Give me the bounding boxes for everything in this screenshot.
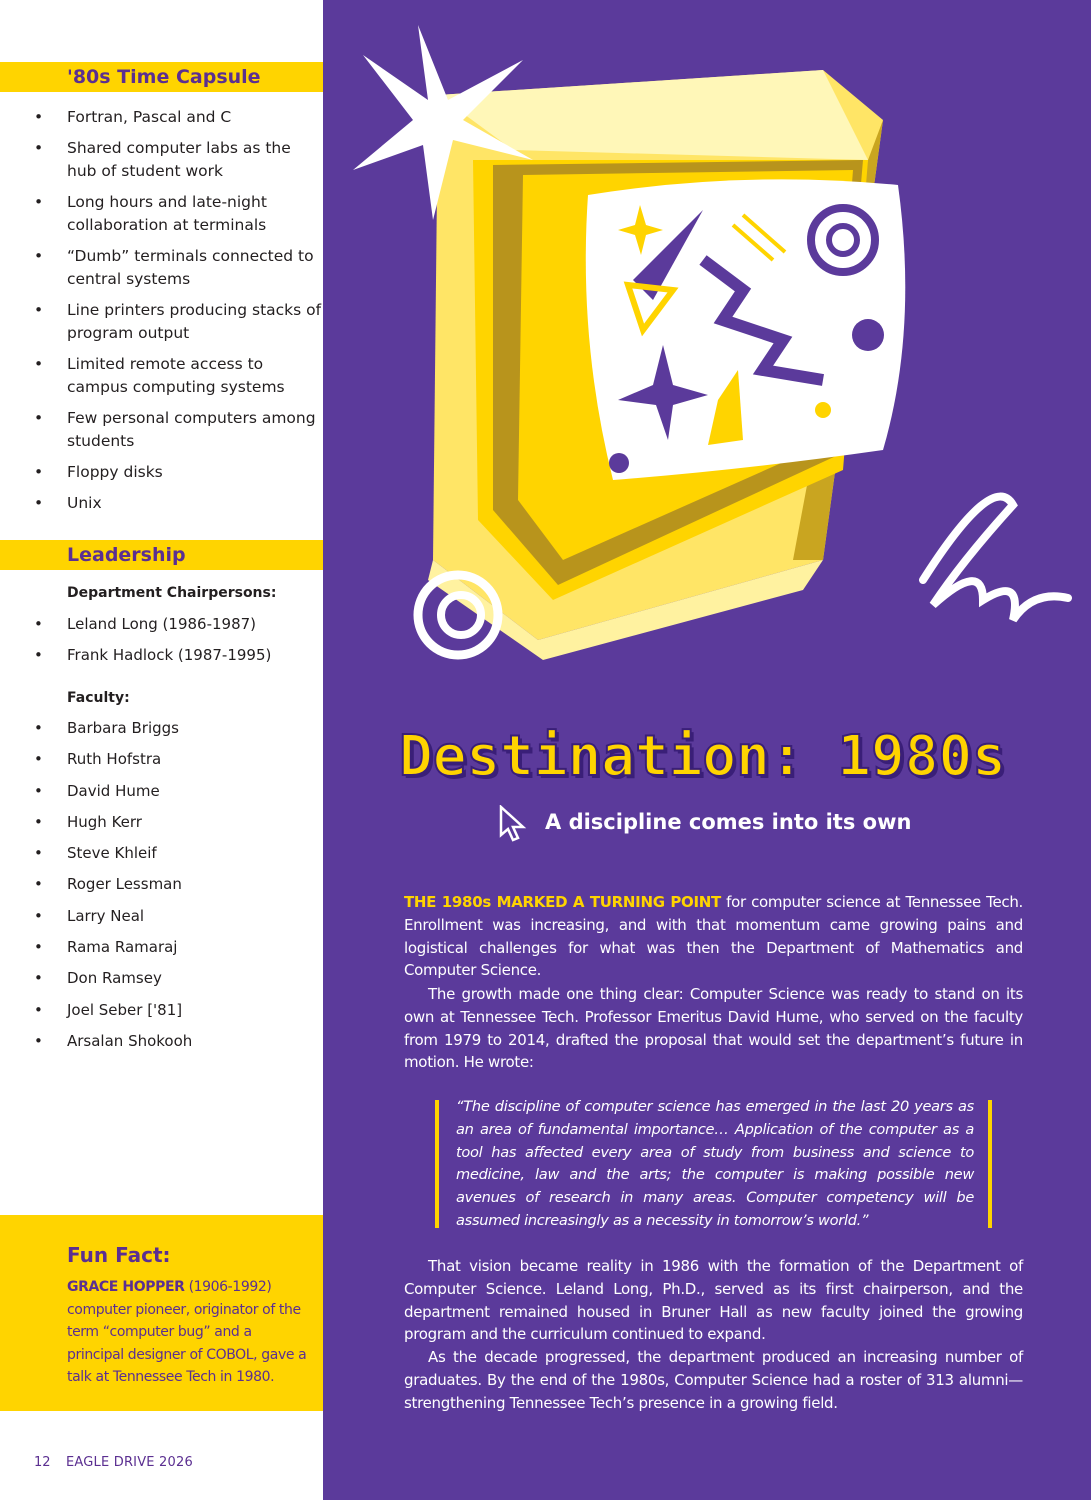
chairpersons-heading: Department Chairpersons: (67, 585, 277, 601)
scribble-icon (923, 497, 1068, 620)
list-item: • Hugh Kerr (34, 812, 142, 831)
fun-fact-text (67, 1276, 312, 1389)
list-item: • Long hours and late-night collaboration at terminals (34, 193, 267, 234)
sidebar (0, 0, 323, 1500)
list-item: • Roger Lessman (34, 875, 182, 894)
list-item: • Leland Long (1986-1987) (34, 615, 257, 633)
bullet-icon: • (34, 875, 43, 894)
bullet-icon: • (34, 906, 43, 925)
bullet-icon: • (34, 719, 43, 737)
page-footer (0, 1455, 323, 1475)
fun-fact-body: (1906-1992) computer pioneer, originator of the term “computer bug” and a principal designer of COBOL, gave a talk at Tennessee Tech in 1980. (67, 1279, 307, 1385)
leadership-title: Leadership (67, 544, 186, 566)
mouse-cursor-icon (498, 805, 528, 843)
list-item: • Don Ramsey (34, 969, 162, 988)
list-item: • Steve Khleif (34, 844, 157, 863)
bullet-icon: • (34, 750, 43, 769)
list-item: • David Hume (34, 781, 160, 800)
subtitle: A discipline comes into its own (545, 810, 912, 834)
main-panel (323, 0, 1091, 1500)
bullet-icon: • (34, 193, 44, 211)
quote-bar-right (988, 1100, 992, 1228)
bullet-icon: • (34, 355, 44, 373)
paragraph-4: As the decade progressed, the department produced an increasing number of graduates. By the end of the 1980s, Computer Science had a roster of 313 alumni—strengthening Tennessee Tech’s presence in a growing field. (404, 1348, 1023, 1412)
list-item: • “Dumb” terminals connected to central systems (34, 247, 314, 288)
bullet-icon: • (34, 1031, 43, 1050)
page-title: Destination: 1980s (399, 724, 1006, 789)
pull-quote: “The discipline of computer science has emerged in the last 20 years as an area of fundamental importance… Application of the computer as a tool has affected every area of study from business and science to medicine, law and the arts; the computer is making possible new avenues of research in many areas. Computer competency will be assumed increasingly as a necessity in tomorrow’s world.” (456, 1098, 974, 1229)
faculty-list (0, 718, 323, 1062)
bullet-icon: • (34, 301, 44, 319)
yellow-dot-shape (815, 402, 831, 418)
retro-computer-illustration (323, 0, 1091, 720)
list-item: • Unix (0, 492, 323, 515)
bullet-icon: • (34, 108, 44, 126)
magazine-name: EAGLE DRIVE 2026 (66, 1455, 193, 1470)
faculty-heading: Faculty: (67, 690, 130, 706)
list-item: • Line printers producing stacks of program output (34, 301, 322, 342)
list-item: • Floppy disks (0, 461, 323, 484)
bullet-icon: • (34, 409, 44, 427)
time-capsule-list (0, 106, 323, 523)
list-item: • Limited remote access to campus computing systems (34, 355, 285, 396)
bullet-icon: • (34, 494, 44, 512)
chairpersons-list (0, 614, 323, 677)
paragraph-3: That vision became reality in 1986 with the formation of the Department of Computer Science. Leland Long, Ph.D., served as its first chairperson, and the department remained housed in Bruner Hall as new faculty joined the growing program and the curriculum continued to expand. (404, 1257, 1023, 1344)
bullet-icon: • (34, 969, 43, 988)
list-item: • Joel Seber ['81] (34, 1000, 183, 1019)
bullet-icon: • (34, 1000, 43, 1019)
list-item: • Frank Hadlock (1987-1995) (34, 646, 272, 665)
bullet-icon: • (34, 646, 43, 665)
list-item: • Barbara Briggs (34, 719, 179, 737)
list-item: • Rama Ramaraj (34, 938, 178, 957)
purple-dot-shape (852, 319, 884, 351)
fun-fact-name: GRACE HOPPER (67, 1279, 185, 1295)
small-dot-shape (609, 453, 629, 473)
quote-bar-left (435, 1100, 439, 1228)
list-item: • Shared computer labs as the hub of student work (34, 139, 291, 180)
bullet-icon: • (34, 247, 44, 265)
list-item: • Fortran, Pascal and C (0, 106, 323, 129)
bullet-icon: • (34, 615, 43, 633)
bullet-icon: • (34, 844, 43, 863)
time-capsule-title: '80s Time Capsule (67, 66, 261, 88)
list-item: • Arsalan Shokooh (34, 1031, 193, 1050)
lead-in: THE 1980s MARKED A TURNING POINT (404, 893, 721, 911)
bullet-icon: • (34, 938, 43, 957)
bullet-icon: • (34, 781, 43, 800)
fun-fact-title: Fun Fact: (67, 1243, 171, 1267)
bullet-icon: • (34, 812, 43, 831)
bullet-icon: • (34, 139, 44, 157)
list-item: • Ruth Hofstra (34, 750, 162, 769)
page-number: 12 (34, 1455, 51, 1470)
paragraph-1: THE 1980s MARKED A TURNING POINT for computer science at Tennessee Tech. Enrollment was increasing, and with that momentum came growing pains and logistical challenges for what was then the Department of Mathematics and Computer Science. (404, 893, 1024, 980)
bullet-icon: • (34, 463, 44, 481)
list-item: • Few personal computers among students (34, 409, 316, 450)
list-item: • Larry Neal (34, 906, 145, 925)
paragraph-2: The growth made one thing clear: Computer Science was ready to stand on its own at Tennessee Tech. Professor Emeritus David Hume, who served on the faculty from 1979 to 2014, drafted the proposal that would set the department’s future in motion. He wrote: (404, 985, 1023, 1072)
